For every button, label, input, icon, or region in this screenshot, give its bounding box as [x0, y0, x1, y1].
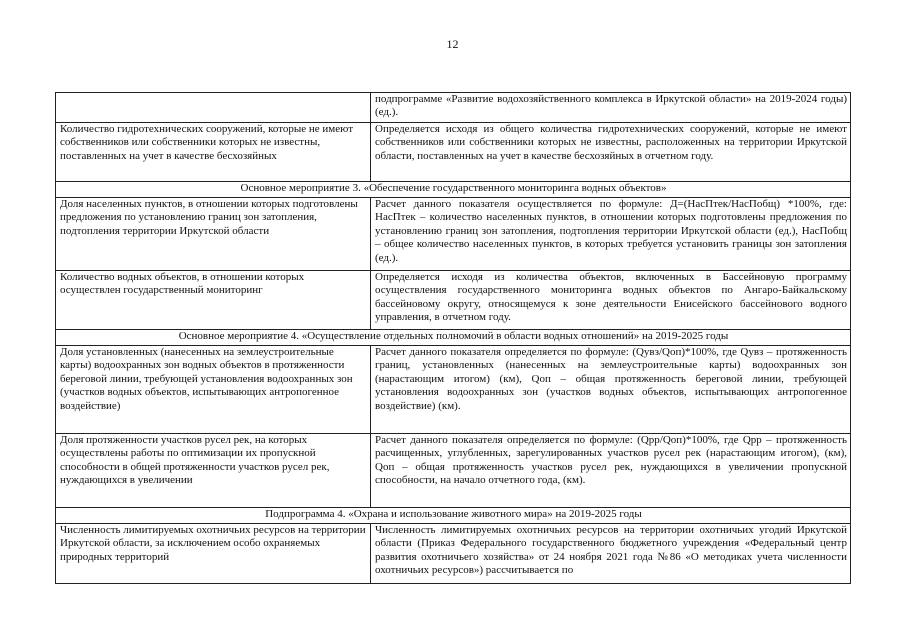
method-cell: Определяется исходя из общего количества гидротехнических сооружений, которые не имеют собственников или собственники которых не известны, расположенных на территории Иркутской области, поставленных на учет в качестве бесхозяйных в отчетном году.	[371, 123, 851, 182]
section-header-row	[56, 182, 851, 198]
method-cell: Расчет данного показателя осуществляется по формуле: Д=(НасПтек/НасПобщ) *100%, где: НасПтек – количество населенных пунктов, в отношении которых подготовлены предложения по установлению границ зон затопления, подтопления территории Иркутской области (ед.), НасПобщ – общее количество населенных пунктов, в которых требуется установить границы зон затопления (ед.).	[371, 198, 851, 271]
table-row	[56, 346, 851, 434]
indicator-cell: Количество гидротехнических сооружений, которые не имеют собственников или собственники которых не известны, поставленных на учет в качестве бесхозяйных	[56, 123, 371, 182]
table-row	[56, 198, 851, 271]
indicator-cell: Доля населенных пунктов, в отношении которых подготовлены предложения по установлению границ зон затопления, подтопления территории Иркутской области	[56, 198, 371, 271]
indicators-table	[55, 92, 851, 584]
table-row	[56, 93, 851, 123]
section-title: Основное мероприятие 4. «Осуществление отдельных полномочий в области водных отношений» на 2019-2025 годы	[56, 330, 851, 346]
table-row	[56, 434, 851, 508]
method-cell: Расчет данного показателя определяется по формуле: (Qрр/Qоп)*100%, где Qрр – протяженность расчищенных, углубленных, зарегулированных участков русел рек (нарастающим итогом), (км), Qоп – общая протяженность участков русел рек, нуждающихся в увеличении пропускной способности, на начало отчетного года, (км).	[371, 434, 851, 508]
method-cell: Определяется исходя из количества объектов, включенных в Бассейновую программу осуществления государственного мониторинга водных объектов по Ангаро-Байкальскому бассейновому округу, относящемуся к зоне деятельности Енисейского бассейнового водного управления, в отчетном году.	[371, 271, 851, 330]
section-header-row	[56, 330, 851, 346]
table-row	[56, 271, 851, 330]
section-title: Подпрограмма 4. «Охрана и использование животного мира» на 2019-2025 годы	[56, 508, 851, 524]
method-cell: подпрограмме «Развитие водохозяйственного комплекса в Иркутской области» на 2019-2024 годы) (ед.).	[371, 93, 851, 123]
indicator-cell	[56, 93, 371, 123]
page-number: 12	[446, 37, 459, 51]
indicator-cell: Количество водных объектов, в отношении которых осуществлен государственный мониторинг	[56, 271, 371, 330]
section-header-row	[56, 508, 851, 524]
table-row	[56, 524, 851, 584]
method-cell: Расчет данного показателя определяется по формуле: (Qувз/Qоп)*100%, где Qувз – протяженность границ, установленных (нанесенных на землеустроительные карты) водоохранных зон (нарастающим итогом) (км), Qоп – общая протяженность береговой линии, требующей установления водоохранных зон (участков водных объектов, испытывающих антропогенное воздействие) (км).	[371, 346, 851, 434]
table-row	[56, 123, 851, 182]
indicator-cell: Доля установленных (нанесенных на землеустроительные карты) водоохранных зон водных объектов в протяженности береговой линии, требующей установления водоохранных зон (участков водных объектов, испытывающих антропогенное воздействие)	[56, 346, 371, 434]
indicator-cell: Доля протяженности участков русел рек, на которых осуществлены работы по оптимизации их пропускной способности в общей протяженности участков русел рек, нуждающихся в увеличении	[56, 434, 371, 508]
indicator-cell: Численность лимитируемых охотничьих ресурсов на территории Иркутской области, за исключением особо охраняемых природных территорий	[56, 524, 371, 584]
section-title: Основное мероприятие 3. «Обеспечение государственного мониторинга водных объектов»	[56, 182, 851, 198]
method-cell: Численность лимитируемых охотничьих ресурсов на территории охотничьих угодий Иркутской области (Приказ Федерального государственного бюджетного учреждения «Федеральный центр развития охотничьего хозяйства» от 24 ноября 2021 года №86 «О методиках учета численности охотничьих ресурсов») рассчитывается по	[371, 524, 851, 584]
